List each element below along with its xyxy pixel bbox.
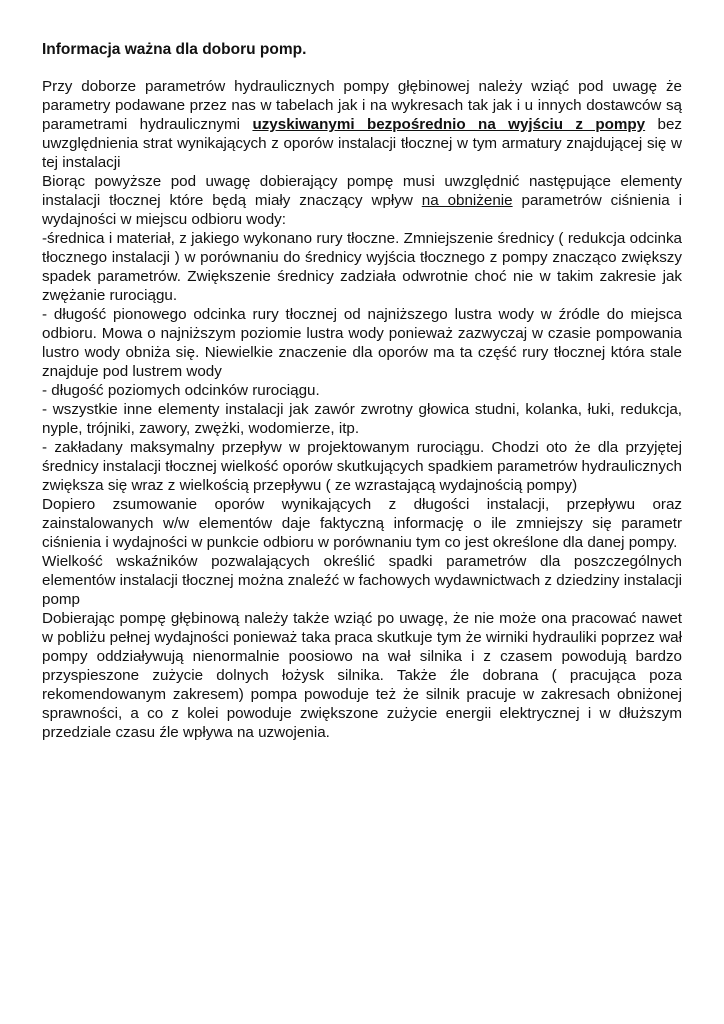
intro-text: Przy doborze parametrów hydraulicznych pompy głębinowej należy wziąć pod uwagę że parametry podawane przez nas w tabelach jak i na wykresach tak jak i u innych dostawców są parametrami hydraulicznymi: [42, 78, 682, 133]
paragraph-summation: Dopiero zsumowanie oporów wynikających z długości instalacji, przepływu oraz zainstalowanych w/w elementów daje faktyczną informację o ile zmniejszy się parametr ciśnienia i wydajności w punkcie odbioru w porównaniu tym co jest określone dla danej pompy.: [42, 496, 682, 551]
intro-emphasis: uzyskiwanymi bezpośrednio na wyjściu z pompy: [252, 116, 646, 133]
document-page: [42, 40, 682, 742]
consider-underlined: na obniżenie: [421, 192, 513, 209]
paragraph-pump-selection: Dobierając pompę głębinową należy także wziąć po uwagę, że nie może ona pracować nawet w pobliżu pełnej wydajności ponieważ taka praca skutkuje tym że wirniki hydrauliki poprzez wał pompy oddziaływują nienormalnie poosiowo na wał silnika i z czasem powodują bardzo przyspieszone zużycie dolnych łożysk silnika. Także źle dobrana ( pracująca poza rekomendowanym zakresem) pompa powoduje też że silnik pracuje w zakresach obniżonej sprawności, a co z kolei powoduje zwiększone zużycie energii elektrycznej i w dłuższym przedziale czasu źle wpływa na uzwojenia.: [42, 610, 682, 741]
paragraph-pipe-diameter: -średnica i materiał, z jakiego wykonano rury tłoczne. Zmniejszenie średnicy ( redukcja odcinka tłocznego instalacji ) w porównaniu do średnicy wyjścia tłocznego z pompy znacząco zwiększy spadek parametrów. Zwiększenie średnicy zadziała odwrotnie choć nie w takim zakresie jak zwężanie rurociągu.: [42, 230, 682, 304]
intro-text-end: bez uwzględnienia strat wynikających z oporów instalacji tłocznej w tym armatury znajdującej się w tej instalacji: [42, 116, 682, 171]
consider-text: Biorąc powyższe pod uwagę dobierający pompę musi uwzględnić następujące elementy instalacji tłocznej które będą miały znaczący wpływ: [42, 173, 682, 209]
consider-paragraph: [42, 172, 682, 229]
paragraph-horizontal-length: - długość poziomych odcinków rurociągu.: [42, 382, 320, 399]
consider-text-end: parametrów ciśnienia i wydajności w miejscu odbioru wody:: [42, 192, 682, 228]
paragraph-vertical-length: - długość pionowego odcinka rury tłocznej od najniższego lustra wody w źródle do miejsca odbioru. Mowa o najniższym poziomie lustra wody ponieważ zazwyczaj w czasie pompowania lustro wody obniża się. Niewielkie znaczenie dla oporów ma ta część rury tłocznej która stale znajduje pod lustrem wody: [42, 306, 682, 380]
paragraph-max-flow: - zakładany maksymalny przepływ w projektowanym rurociągu. Chodzi oto że dla przyjętej średnicy instalacji tłocznej wielkość oporów skutkujących spadkiem parametrów hydraulicznych zwiększa się wraz z wielkością przepływu ( ze wzrastającą wydajnością pompy): [42, 439, 682, 494]
paragraph-indicators: Wielkość wskaźników pozwalających określić spadki parametrów dla poszczególnych elementów instalacji tłocznej można znaleźć w fachowych wydawnictwach z dziedziny instalacji pomp: [42, 553, 682, 608]
document-title: Informacja ważna dla doboru pomp.: [42, 41, 307, 58]
intro-paragraph: [42, 77, 682, 172]
paragraph-other-elements: - wszystkie inne elementy instalacji jak zawór zwrotny głowica studni, kolanka, łuki, redukcja, nyple, trójniki, zawory, zwężki, wodomierze, itp.: [42, 401, 682, 437]
document-body: [42, 77, 682, 742]
